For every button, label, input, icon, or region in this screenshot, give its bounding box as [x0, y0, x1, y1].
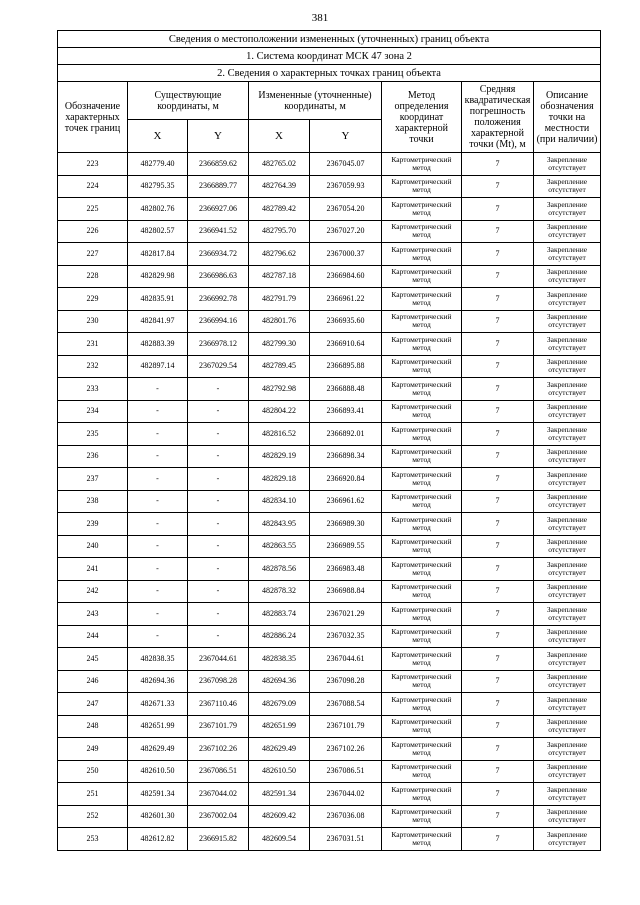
description-cell: Закрепление отсутствует [534, 693, 601, 716]
point-id-cell: 239 [58, 513, 128, 536]
changed-y-cell: 2366984.60 [310, 265, 382, 288]
existing-y-cell: 2366934.72 [188, 243, 249, 266]
changed-y-cell: 2366961.22 [310, 288, 382, 311]
table-row [58, 783, 601, 806]
point-id-cell: 242 [58, 580, 128, 603]
existing-x-cell: 482612.82 [128, 828, 188, 851]
existing-x-header: X [128, 120, 188, 153]
description-cell: Закрепление отсутствует [534, 715, 601, 738]
error-cell: 7 [462, 153, 534, 176]
changed-x-cell: 482791.79 [249, 288, 310, 311]
changed-y-cell: 2367102.26 [310, 738, 382, 761]
description-cell: Закрепление отсутствует [534, 603, 601, 626]
changed-y-cell: 2366910.64 [310, 333, 382, 356]
changed-y-header: Y [310, 120, 382, 153]
changed-x-cell: 482789.45 [249, 355, 310, 378]
error-cell: 7 [462, 468, 534, 491]
point-id-cell: 235 [58, 423, 128, 446]
changed-y-cell: 2367032.35 [310, 625, 382, 648]
changed-x-cell: 482838.35 [249, 648, 310, 671]
error-cell: 7 [462, 805, 534, 828]
changed-x-cell: 482796.62 [249, 243, 310, 266]
error-cell: 7 [462, 603, 534, 626]
boundary-points-table [57, 30, 601, 851]
table-row [58, 648, 601, 671]
table-row [58, 468, 601, 491]
point-id-cell: 234 [58, 400, 128, 423]
description-cell: Закрепление отсутствует [534, 580, 601, 603]
error-cell: 7 [462, 288, 534, 311]
description-cell: Закрепление отсутствует [534, 175, 601, 198]
changed-x-cell: 482789.42 [249, 198, 310, 221]
table-row [58, 558, 601, 581]
table-row [58, 625, 601, 648]
method-cell: Картометрический метод [382, 288, 462, 311]
error-cell: 7 [462, 715, 534, 738]
point-id-cell: 247 [58, 693, 128, 716]
method-cell: Картометрический метод [382, 333, 462, 356]
changed-y-cell: 2367098.28 [310, 670, 382, 693]
point-id-cell: 238 [58, 490, 128, 513]
table-row [58, 378, 601, 401]
method-cell: Картометрический метод [382, 783, 462, 806]
changed-x-cell: 482799.30 [249, 333, 310, 356]
point-id-cell: 243 [58, 603, 128, 626]
method-cell: Картометрический метод [382, 445, 462, 468]
description-cell: Закрепление отсутствует [534, 783, 601, 806]
changed-x-header: X [249, 120, 310, 153]
error-cell: 7 [462, 625, 534, 648]
description-cell: Закрепление отсутствует [534, 265, 601, 288]
description-cell: Закрепление отсутствует [534, 513, 601, 536]
error-cell: 7 [462, 738, 534, 761]
method-cell: Картометрический метод [382, 535, 462, 558]
point-id-cell: 241 [58, 558, 128, 581]
description-cell: Закрепление отсутствует [534, 220, 601, 243]
point-id-cell: 224 [58, 175, 128, 198]
method-cell: Картометрический метод [382, 558, 462, 581]
description-cell: Закрепление отсутствует [534, 355, 601, 378]
error-cell: 7 [462, 580, 534, 603]
changed-y-cell: 2366989.30 [310, 513, 382, 536]
changed-y-cell: 2367000.37 [310, 243, 382, 266]
changed-y-cell: 2367045.07 [310, 153, 382, 176]
error-header: Средняя квадратическая погрешность положения характерной точки (Мt), м [462, 82, 534, 153]
point-id-cell: 253 [58, 828, 128, 851]
changed-y-cell: 2366983.48 [310, 558, 382, 581]
changed-coords-header: Измененные (уточненные) координаты, м [249, 82, 382, 120]
description-cell: Закрепление отсутствует [534, 805, 601, 828]
description-cell: Закрепление отсутствует [534, 243, 601, 266]
table-row [58, 310, 601, 333]
method-cell: Картометрический метод [382, 828, 462, 851]
changed-x-cell: 482829.18 [249, 468, 310, 491]
existing-x-cell: - [128, 445, 188, 468]
changed-y-cell: 2367044.02 [310, 783, 382, 806]
description-cell: Закрепление отсутствует [534, 310, 601, 333]
changed-y-cell: 2367031.51 [310, 828, 382, 851]
table-row [58, 828, 601, 851]
existing-y-cell: - [188, 625, 249, 648]
point-id-cell: 244 [58, 625, 128, 648]
existing-y-cell: 2366941.52 [188, 220, 249, 243]
existing-y-cell: 2367101.79 [188, 715, 249, 738]
description-cell: Закрепление отсутствует [534, 198, 601, 221]
method-cell: Картометрический метод [382, 760, 462, 783]
existing-y-cell: 2367044.61 [188, 648, 249, 671]
description-cell: Закрепление отсутствует [534, 760, 601, 783]
description-cell: Закрепление отсутствует [534, 625, 601, 648]
existing-x-cell: 482817.84 [128, 243, 188, 266]
changed-x-cell: 482878.32 [249, 580, 310, 603]
table-row [58, 175, 601, 198]
point-id-cell: 232 [58, 355, 128, 378]
existing-x-cell: 482671.33 [128, 693, 188, 716]
error-cell: 7 [462, 198, 534, 221]
method-cell: Картометрический метод [382, 648, 462, 671]
existing-x-cell: 482802.76 [128, 198, 188, 221]
point-id-cell: 252 [58, 805, 128, 828]
table-row [58, 153, 601, 176]
table-row [58, 288, 601, 311]
error-cell: 7 [462, 490, 534, 513]
existing-x-cell: - [128, 625, 188, 648]
point-id-cell: 251 [58, 783, 128, 806]
error-cell: 7 [462, 355, 534, 378]
changed-y-cell: 2366893.41 [310, 400, 382, 423]
existing-coords-header: Существующие координаты, м [128, 82, 249, 120]
error-cell: 7 [462, 220, 534, 243]
existing-y-cell: - [188, 535, 249, 558]
table-row [58, 265, 601, 288]
existing-y-cell: 2367002.04 [188, 805, 249, 828]
error-cell: 7 [462, 445, 534, 468]
error-cell: 7 [462, 513, 534, 536]
error-cell: 7 [462, 558, 534, 581]
changed-x-cell: 482591.34 [249, 783, 310, 806]
error-cell: 7 [462, 693, 534, 716]
error-cell: 7 [462, 783, 534, 806]
existing-x-cell: - [128, 580, 188, 603]
error-cell: 7 [462, 243, 534, 266]
description-cell: Закрепление отсутствует [534, 468, 601, 491]
description-cell: Закрепление отсутствует [534, 400, 601, 423]
method-cell: Картометрический метод [382, 468, 462, 491]
description-cell: Закрепление отсутствует [534, 535, 601, 558]
existing-y-cell: 2367102.26 [188, 738, 249, 761]
description-cell: Закрепление отсутствует [534, 378, 601, 401]
description-cell: Закрепление отсутствует [534, 153, 601, 176]
method-cell: Картометрический метод [382, 198, 462, 221]
changed-x-cell: 482629.49 [249, 738, 310, 761]
method-cell: Картометрический метод [382, 738, 462, 761]
table-row [58, 490, 601, 513]
existing-x-cell: 482802.57 [128, 220, 188, 243]
method-cell: Картометрический метод [382, 580, 462, 603]
existing-y-cell: 2367098.28 [188, 670, 249, 693]
description-cell: Закрепление отсутствует [534, 423, 601, 446]
existing-y-cell: 2366859.62 [188, 153, 249, 176]
table-row [58, 603, 601, 626]
page-number: 381 [311, 12, 329, 24]
changed-y-cell: 2367036.08 [310, 805, 382, 828]
existing-y-cell: 2366978.12 [188, 333, 249, 356]
existing-x-cell: 482883.39 [128, 333, 188, 356]
point-id-cell: 230 [58, 310, 128, 333]
table-row [58, 715, 601, 738]
changed-x-cell: 482609.42 [249, 805, 310, 828]
point-id-cell: 237 [58, 468, 128, 491]
method-cell: Картометрический метод [382, 805, 462, 828]
table-row [58, 243, 601, 266]
description-cell: Закрепление отсутствует [534, 288, 601, 311]
method-cell: Картометрический метод [382, 265, 462, 288]
existing-y-cell: 2367044.02 [188, 783, 249, 806]
existing-y-cell: - [188, 423, 249, 446]
changed-x-cell: 482843.95 [249, 513, 310, 536]
existing-x-cell: 482897.14 [128, 355, 188, 378]
table-row [58, 580, 601, 603]
existing-x-cell: 482629.49 [128, 738, 188, 761]
error-cell: 7 [462, 378, 534, 401]
method-cell: Картометрический метод [382, 715, 462, 738]
existing-y-cell: - [188, 400, 249, 423]
coord-system-title: 1. Система координат МСК 47 зона 2 [58, 48, 601, 65]
designation-header: Обозначение характерных точек границ [58, 82, 128, 153]
method-cell: Картометрический метод [382, 153, 462, 176]
existing-y-cell: 2366986.63 [188, 265, 249, 288]
existing-x-cell: 482838.35 [128, 648, 188, 671]
table-row [58, 738, 601, 761]
method-cell: Картометрический метод [382, 378, 462, 401]
method-cell: Картометрический метод [382, 625, 462, 648]
method-cell: Картометрический метод [382, 400, 462, 423]
changed-y-cell: 2366895.88 [310, 355, 382, 378]
table-row [58, 355, 601, 378]
existing-y-cell: 2366889.77 [188, 175, 249, 198]
existing-x-cell: - [128, 603, 188, 626]
changed-x-cell: 482804.22 [249, 400, 310, 423]
changed-x-cell: 482801.76 [249, 310, 310, 333]
existing-x-cell: - [128, 400, 188, 423]
point-id-cell: 231 [58, 333, 128, 356]
error-cell: 7 [462, 423, 534, 446]
error-cell: 7 [462, 310, 534, 333]
existing-y-cell: - [188, 490, 249, 513]
changed-y-cell: 2366988.84 [310, 580, 382, 603]
point-id-cell: 225 [58, 198, 128, 221]
changed-y-cell: 2366888.48 [310, 378, 382, 401]
method-cell: Картометрический метод [382, 603, 462, 626]
changed-y-cell: 2367088.54 [310, 693, 382, 716]
method-cell: Картометрический метод [382, 175, 462, 198]
point-id-cell: 250 [58, 760, 128, 783]
existing-x-cell: 482601.30 [128, 805, 188, 828]
changed-x-cell: 482787.18 [249, 265, 310, 288]
point-id-cell: 245 [58, 648, 128, 671]
existing-y-cell: 2367110.46 [188, 693, 249, 716]
existing-x-cell: 482651.99 [128, 715, 188, 738]
description-cell: Закрепление отсутствует [534, 558, 601, 581]
table-row [58, 805, 601, 828]
existing-y-cell: - [188, 558, 249, 581]
error-cell: 7 [462, 648, 534, 671]
table-row [58, 445, 601, 468]
changed-y-cell: 2366898.34 [310, 445, 382, 468]
changed-x-cell: 482765.02 [249, 153, 310, 176]
existing-x-cell: 482835.91 [128, 288, 188, 311]
existing-y-cell: - [188, 580, 249, 603]
existing-y-cell: 2366994.16 [188, 310, 249, 333]
method-cell: Картометрический метод [382, 243, 462, 266]
method-cell: Картометрический метод [382, 220, 462, 243]
changed-x-cell: 482609.54 [249, 828, 310, 851]
existing-y-cell: - [188, 468, 249, 491]
changed-y-cell: 2367101.79 [310, 715, 382, 738]
changed-x-cell: 482792.98 [249, 378, 310, 401]
existing-y-cell: 2367029.54 [188, 355, 249, 378]
method-cell: Картометрический метод [382, 355, 462, 378]
error-cell: 7 [462, 670, 534, 693]
description-cell: Закрепление отсутствует [534, 648, 601, 671]
table-row [58, 220, 601, 243]
section-title: Сведения о местоположении измененных (уточненных) границ объекта [58, 31, 601, 48]
changed-y-cell: 2367027.20 [310, 220, 382, 243]
changed-x-cell: 482651.99 [249, 715, 310, 738]
points-title: 2. Сведения о характерных точках границ объекта [58, 65, 601, 82]
changed-y-cell: 2367044.61 [310, 648, 382, 671]
existing-y-cell: - [188, 603, 249, 626]
description-cell: Закрепление отсутствует [534, 670, 601, 693]
description-cell: Закрепление отсутствует [534, 490, 601, 513]
method-cell: Картометрический метод [382, 693, 462, 716]
description-cell: Закрепление отсутствует [534, 445, 601, 468]
point-id-cell: 248 [58, 715, 128, 738]
existing-y-cell: 2366915.82 [188, 828, 249, 851]
changed-x-cell: 482795.70 [249, 220, 310, 243]
changed-y-cell: 2366961.62 [310, 490, 382, 513]
existing-y-cell: 2367086.51 [188, 760, 249, 783]
changed-y-cell: 2367086.51 [310, 760, 382, 783]
existing-y-cell: - [188, 378, 249, 401]
existing-y-cell: 2366927.06 [188, 198, 249, 221]
point-id-cell: 229 [58, 288, 128, 311]
method-cell: Картометрический метод [382, 490, 462, 513]
existing-x-cell: 482779.40 [128, 153, 188, 176]
existing-y-cell: 2366992.78 [188, 288, 249, 311]
changed-y-cell: 2366920.84 [310, 468, 382, 491]
existing-x-cell: - [128, 535, 188, 558]
existing-x-cell: - [128, 490, 188, 513]
point-id-cell: 236 [58, 445, 128, 468]
changed-y-cell: 2367059.93 [310, 175, 382, 198]
existing-x-cell: 482795.35 [128, 175, 188, 198]
error-cell: 7 [462, 333, 534, 356]
existing-x-cell: - [128, 513, 188, 536]
existing-x-cell: - [128, 378, 188, 401]
table-row [58, 423, 601, 446]
point-id-cell: 228 [58, 265, 128, 288]
existing-y-cell: - [188, 513, 249, 536]
error-cell: 7 [462, 175, 534, 198]
existing-x-cell: - [128, 423, 188, 446]
point-id-cell: 240 [58, 535, 128, 558]
changed-x-cell: 482816.52 [249, 423, 310, 446]
changed-y-cell: 2366892.01 [310, 423, 382, 446]
existing-x-cell: 482829.98 [128, 265, 188, 288]
table-row [58, 760, 601, 783]
point-id-cell: 246 [58, 670, 128, 693]
changed-y-cell: 2366935.60 [310, 310, 382, 333]
changed-x-cell: 482610.50 [249, 760, 310, 783]
error-cell: 7 [462, 828, 534, 851]
existing-x-cell: - [128, 468, 188, 491]
point-id-cell: 249 [58, 738, 128, 761]
table-row [58, 513, 601, 536]
changed-x-cell: 482863.55 [249, 535, 310, 558]
method-cell: Картометрический метод [382, 513, 462, 536]
existing-x-cell: 482610.50 [128, 760, 188, 783]
method-header: Метод определения координат характерной точки [382, 82, 462, 153]
existing-x-cell: 482841.97 [128, 310, 188, 333]
description-header: Описание обозначения точки на местности (при наличии) [534, 82, 601, 153]
table-row [58, 670, 601, 693]
changed-y-cell: 2367021.29 [310, 603, 382, 626]
table-row [58, 535, 601, 558]
changed-y-cell: 2367054.20 [310, 198, 382, 221]
existing-x-cell: 482694.36 [128, 670, 188, 693]
changed-y-cell: 2366989.55 [310, 535, 382, 558]
description-cell: Закрепление отсутствует [534, 333, 601, 356]
changed-x-cell: 482834.10 [249, 490, 310, 513]
point-id-cell: 223 [58, 153, 128, 176]
existing-x-cell: 482591.34 [128, 783, 188, 806]
error-cell: 7 [462, 265, 534, 288]
changed-x-cell: 482878.56 [249, 558, 310, 581]
changed-x-cell: 482679.09 [249, 693, 310, 716]
error-cell: 7 [462, 400, 534, 423]
point-id-cell: 233 [58, 378, 128, 401]
table-row [58, 693, 601, 716]
description-cell: Закрепление отсутствует [534, 738, 601, 761]
error-cell: 7 [462, 535, 534, 558]
changed-x-cell: 482764.39 [249, 175, 310, 198]
changed-x-cell: 482886.24 [249, 625, 310, 648]
changed-x-cell: 482883.74 [249, 603, 310, 626]
existing-y-header: Y [188, 120, 249, 153]
table-row [58, 400, 601, 423]
changed-x-cell: 482829.19 [249, 445, 310, 468]
point-id-cell: 226 [58, 220, 128, 243]
table-row [58, 333, 601, 356]
method-cell: Картометрический метод [382, 670, 462, 693]
existing-y-cell: - [188, 445, 249, 468]
method-cell: Картометрический метод [382, 423, 462, 446]
description-cell: Закрепление отсутствует [534, 828, 601, 851]
method-cell: Картометрический метод [382, 310, 462, 333]
point-id-cell: 227 [58, 243, 128, 266]
table-row [58, 198, 601, 221]
error-cell: 7 [462, 760, 534, 783]
changed-x-cell: 482694.36 [249, 670, 310, 693]
existing-x-cell: - [128, 558, 188, 581]
